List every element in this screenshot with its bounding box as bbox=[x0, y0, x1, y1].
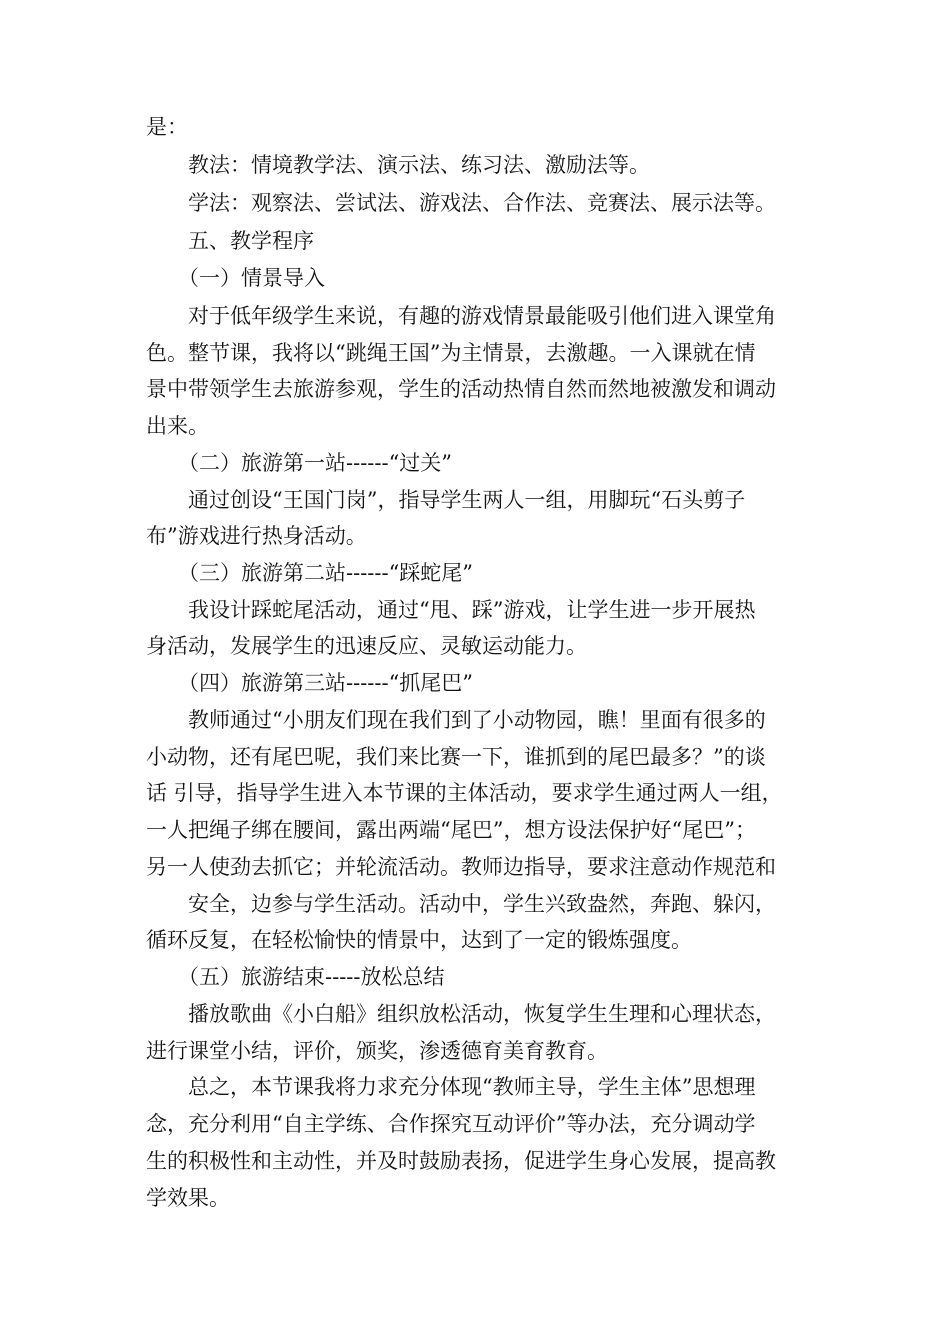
subsection-heading: （三）旅游第二站------“踩蛇尾” bbox=[178, 561, 474, 585]
text-line: 色。整节课，我将以“跳绳王国”为主情景，去激趣。一入课就在情 bbox=[146, 341, 756, 365]
text-line: 是： bbox=[146, 115, 188, 139]
text-line: 身活动，发展学生的迅速反应、灵敏运动能力。 bbox=[146, 634, 587, 658]
text-line: 播放歌曲《小白船》组织放松活动，恢复学生生理和心理状态， bbox=[188, 1002, 776, 1026]
text-line: 进行课堂小结，评价，颁奖，渗透德育美育教育。 bbox=[146, 1039, 608, 1063]
subsection-heading: （一）情景导入 bbox=[178, 266, 325, 290]
subsection-heading: （五）旅游结束-----放松总结 bbox=[178, 965, 445, 989]
subsection-heading: （二）旅游第一站------“过关” bbox=[178, 451, 453, 475]
text-line: 教师通过“小朋友们现在我们到了小动物园，瞧！里面有很多的 bbox=[188, 708, 766, 732]
text-line: 循环反复，在轻松愉快的情景中，达到了一定的锻炼强度。 bbox=[146, 928, 692, 952]
text-line: 总之，本节课我将力求充分体现“教师主导，学生主体”思想理 bbox=[188, 1075, 756, 1099]
section-heading: 五、教学程序 bbox=[188, 229, 314, 253]
text-line: 小动物，还有尾巴呢，我们来比赛一下，谁抓到的尾巴最多？”的谈 bbox=[146, 745, 766, 769]
text-line: 一人把绳子绑在腰间，露出两端“尾巴”，想方设法保护好“尾巴”； bbox=[146, 818, 756, 842]
text-line: 我设计踩蛇尾活动，通过“甩、踩”游戏，让学生进一步开展热 bbox=[188, 598, 756, 622]
text-line: 景中带领学生去旅游参观，学生的活动热情自然而然地被激发和调动 bbox=[146, 377, 776, 401]
text-line: 学法：观察法、尝试法、游戏法、合作法、竞赛法、展示法等。 bbox=[188, 191, 776, 215]
text-line: 安全，边参与学生活动。活动中，学生兴致盎然，奔跑、躲闪， bbox=[188, 892, 776, 916]
text-line: 学效果。 bbox=[146, 1186, 230, 1210]
text-line: 念，充分利用“自主学练、合作探究互动评价”等办法，充分调动学 bbox=[146, 1112, 756, 1136]
text-line: 出来。 bbox=[146, 414, 209, 438]
text-line: 生的积极性和主动性，并及时鼓励表扬，促进学生身心发展，提高教 bbox=[146, 1149, 776, 1173]
text-line: 通过创设“王国门岗”，指导学生两人一组，用脚玩“石头剪子 bbox=[188, 488, 746, 512]
text-line: 话 引导，指导学生进入本节课的主体活动，要求学生通过两人一组， bbox=[146, 781, 783, 805]
text-line: 另一人使劲去抓它；并轮流活动。教师边指导，要求注意动作规范和 bbox=[146, 855, 776, 879]
text-line: 布”游戏进行热身活动。 bbox=[146, 524, 367, 548]
subsection-heading: （四）旅游第三站------“抓尾巴” bbox=[178, 671, 474, 695]
text-line: 对于低年级学生来说，有趣的游戏情景最能吸引他们进入课堂角 bbox=[188, 304, 776, 328]
text-line: 教法：情境教学法、演示法、练习法、激励法等。 bbox=[188, 153, 650, 177]
